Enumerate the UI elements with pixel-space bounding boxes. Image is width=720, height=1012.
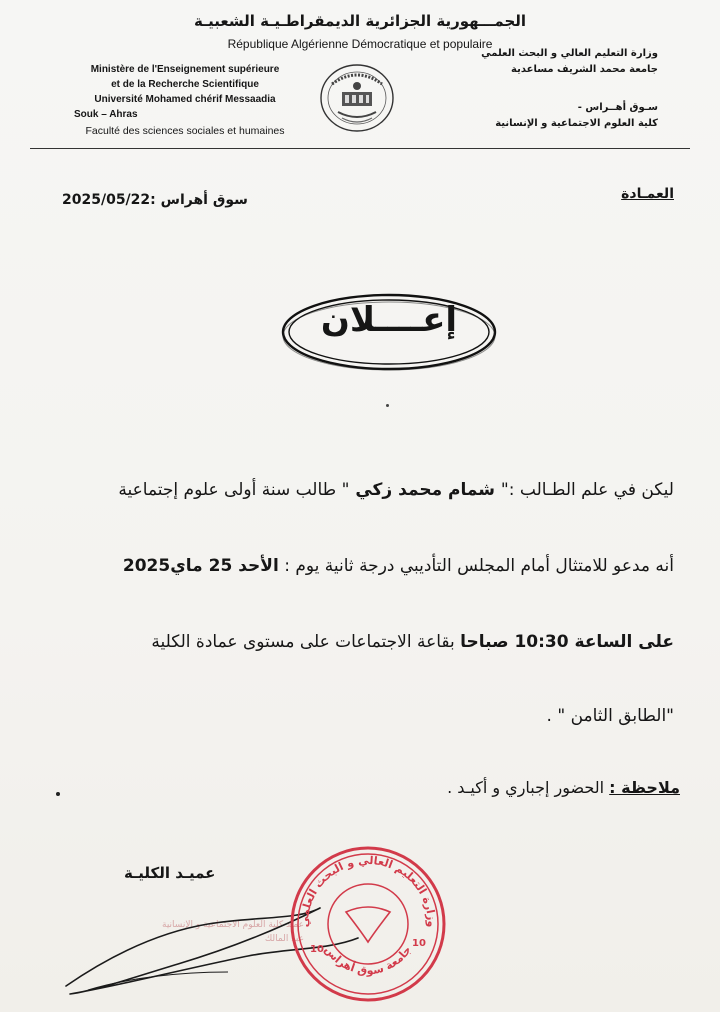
ministry-line-ar: وزارة التعليم العالي و البحث العلمي — [481, 48, 658, 59]
hearing-date: الأحد 25 ماي2025 — [122, 556, 279, 576]
faculty-line-ar: كلية العلوم الاجتماعية و الإنسانية — [495, 118, 658, 129]
official-red-stamp — [286, 842, 450, 1006]
stamp-number-right: 10 — [412, 938, 426, 949]
stamp-bottom-text: جامعة سوق أهراس — [321, 943, 414, 978]
note-line — [447, 778, 680, 797]
faculty-line: Faculté des sciences sociales et humaines — [85, 125, 285, 137]
university-line: Université Mohamed chérif Messaadia — [94, 94, 276, 105]
body-line-1 — [118, 480, 674, 500]
header-divider — [30, 148, 690, 149]
body-line-4: "الطابق الثامن " . — [546, 706, 674, 726]
stamp-arc-text: وزارة التعليم العالي و البحث العلمي — [297, 853, 439, 928]
stray-dot-left — [56, 792, 60, 796]
city-line-ar: سـوق أهــراس - — [577, 102, 658, 113]
stamp-number-left: 10 — [310, 944, 324, 955]
body-line-3-suffix: بقاعة الاجتماعات على مستوى عمادة الكلية — [151, 632, 461, 652]
ministry-line: Ministère de l'Enseignement supérieure — [90, 64, 280, 75]
date-line: سوق أهراس :2025/05/22 — [62, 192, 248, 208]
republic-title-arabic: الجمـــهورية الجزائرية الديمقراطـيـة الشعبيـة — [193, 12, 527, 30]
dean-title: عميـد الكليـة — [124, 864, 216, 882]
note-label: ملاحظة : — [609, 778, 680, 797]
dean-stamp-line-1: عميد كلية العلوم الاجتماعية و الإنسانية — [162, 920, 304, 930]
university-line-ar: جامعة محمد الشريف مساعدية — [511, 64, 658, 75]
header-arabic-block — [458, 46, 658, 132]
header-french-block — [70, 62, 300, 139]
announcement-title: إعــــلان — [320, 300, 458, 340]
republic-title-french: République Algérienne Démocratique et populaire — [227, 37, 493, 51]
dean-stamp-line-2: عبد المالك — [264, 934, 304, 944]
body-line-1-prefix: ليكن في علم الطـالب :" — [500, 480, 674, 500]
svg-text:جامعة سوق أهراس — [322, 943, 414, 977]
deanship-label: العمـادة — [621, 186, 674, 202]
hearing-time: على الساعة 10:30 صباحا — [460, 632, 674, 652]
body-line-1-suffix: " طالب سنة أولى علوم إجتماعية — [118, 480, 350, 500]
body-line-2 — [123, 556, 674, 576]
note-text: الحضور إجباري و أكيـد . — [447, 778, 610, 797]
city-line: Souk – Ahras — [74, 109, 138, 120]
body-line-2-prefix: أنه مدعو للامتثال أمام المجلس التأديبي درجة ثانية يوم : — [278, 556, 674, 576]
stray-dot — [386, 404, 389, 407]
research-line: et de la Recherche Scientifique — [111, 79, 259, 90]
body-line-3 — [151, 632, 674, 652]
university-seal-logo-icon — [318, 62, 396, 134]
student-name: شمام محمد زكي — [349, 480, 501, 500]
